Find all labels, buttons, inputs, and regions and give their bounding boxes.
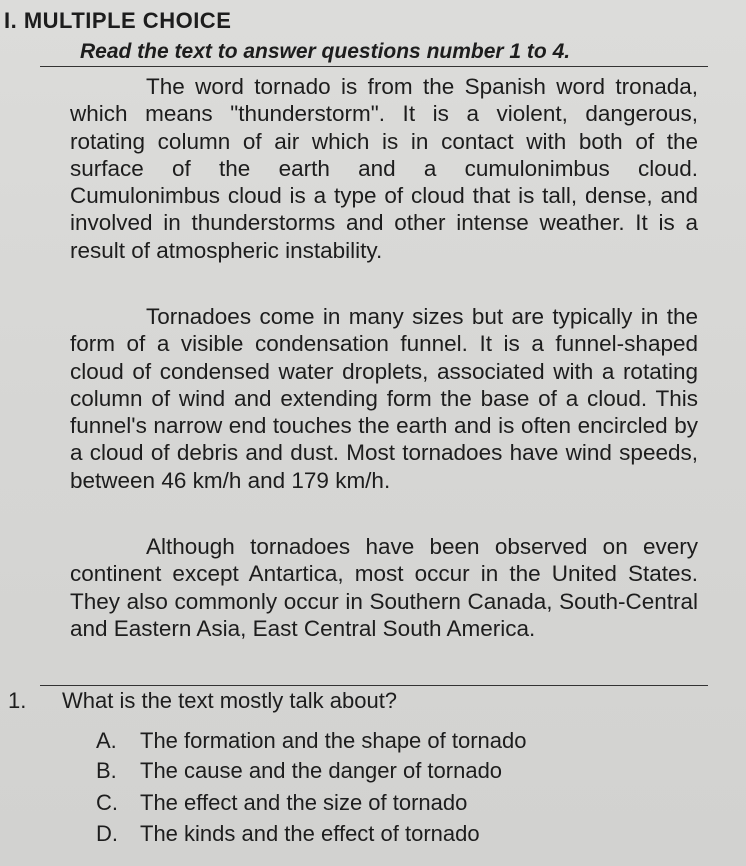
- option-c[interactable]: [96, 790, 467, 816]
- passage-paragraph-3: Although tornadoes have been observed on every continent except Antartica, most occur in the United States. They also commonly occur in Southern Canada, South-Central and Eastern Asia, East Central South America.: [70, 534, 698, 641]
- instruction-text: Read the text to answer questions number 1 to 4.: [80, 40, 571, 63]
- option-letter: A.: [96, 728, 117, 753]
- option-text: The cause and the danger of tornado: [140, 758, 503, 783]
- passage-paragraph-1: The word tornado is from the Spanish word tronada, which means "thunderstorm". It is a violent, dangerous, rotating column of air which is in contact with both of the surface of the earth and a cumulonimbus cloud. Cumulonimbus cloud is a type of cloud that is tall, dense, and involved in thunderstorms and other intense weather. It is a result of atmospheric instability.: [70, 74, 698, 263]
- question-text: What is the text mostly talk about?: [62, 688, 398, 713]
- option-a[interactable]: [96, 728, 526, 754]
- option-text: The formation and the shape of tornado: [140, 728, 527, 753]
- option-text: The kinds and the effect of tornado: [140, 821, 480, 846]
- reading-passage: [40, 66, 708, 686]
- option-b[interactable]: [96, 758, 502, 784]
- section-title: I. MULTIPLE CHOICE: [4, 8, 232, 33]
- option-d[interactable]: [96, 821, 480, 847]
- question-number: 1.: [8, 688, 27, 713]
- question-1: [8, 688, 397, 714]
- option-letter: B.: [96, 758, 117, 783]
- option-text: The effect and the size of tornado: [140, 790, 468, 815]
- option-letter: D.: [96, 821, 118, 846]
- passage-paragraph-2: Tornadoes come in many sizes but are typically in the form of a visible condensation funnel. It is a funnel-shaped cloud of condensed water droplets, associated with a rotating column of wind and extending form the base of a cloud. This funnel's narrow end touches the earth and is often encircled by a cloud of debris and dust. Most tornadoes have wind speeds, between 46 km/h and 179 km/h.: [70, 304, 698, 493]
- option-letter: C.: [96, 790, 118, 815]
